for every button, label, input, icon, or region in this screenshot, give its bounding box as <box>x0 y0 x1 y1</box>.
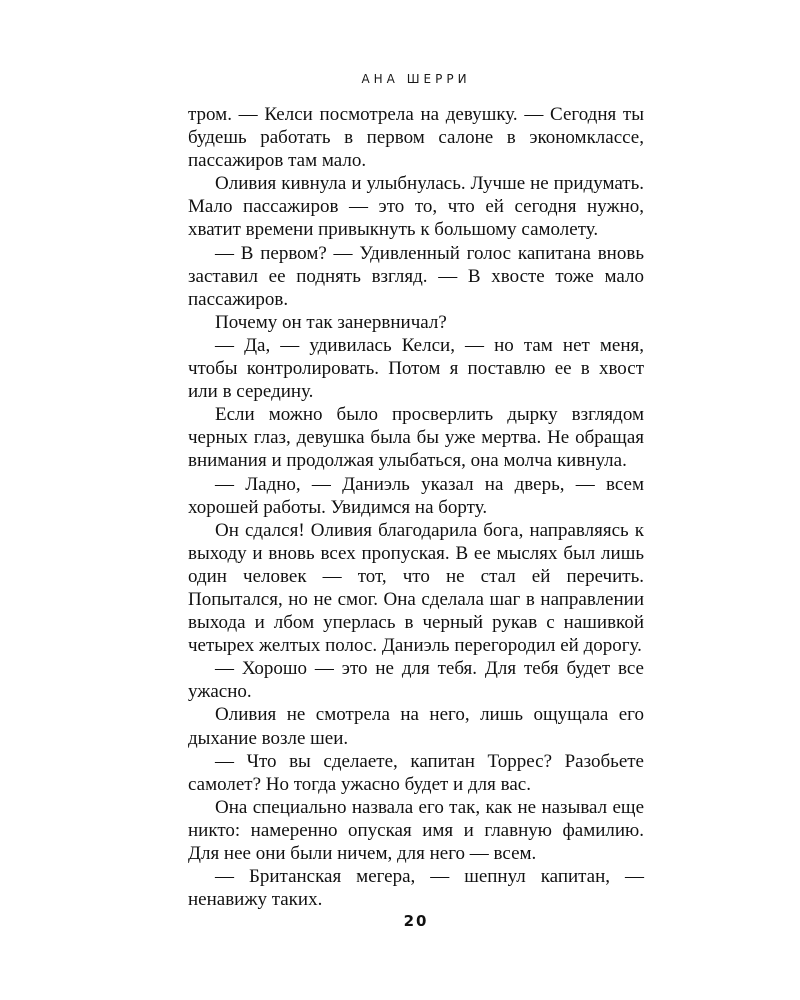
paragraph: Оливия кивнула и улыбнулась. Лучше не придумать. Мало пассажиров — это то, что ей сегодня нужно, хватит времени привыкнуть к большому самолету. <box>188 173 644 241</box>
paragraph: Если можно было просверлить дырку взглядом черных глаз, девушка была бы уже мертва. Не обращая внимания и продолжая улыбаться, она молча кивнула. <box>188 404 644 472</box>
paragraph: — Британская мегера, — шепнул капитан, — ненавижу таких. <box>188 866 644 911</box>
paragraph: Оливия не смотрела на него, лишь ощущала его дыхание возле шеи. <box>188 704 644 749</box>
paragraph: — Ладно, — Даниэль указал на дверь, — всем хорошей работы. Увидимся на борту. <box>188 473 644 518</box>
paragraph: тром. — Келси посмотрела на девушку. — Сегодня ты будешь работать в первом салоне в экономклассе, пассажиров там мало. <box>188 104 644 172</box>
paragraph: Он сдался! Оливия благодарила бога, направляясь к выходу и вновь всех пропуская. В ее мыслях был лишь один человек — тот, что не стал ей перечить. Попытался, но не смог. Она сделала шаг в направлении выхода и лбом уперлась в черный рукав с нашивкой четырех желтых полос. Даниэль перегородил ей дорогу. <box>188 519 644 657</box>
paragraph: — Что вы сделаете, капитан Торрес? Разобьете самолет? Но тогда ужасно будет и для вас. <box>188 750 644 795</box>
body-text <box>188 103 644 911</box>
paragraph: — Да, — удивилась Келси, — но там нет меня, чтобы контролировать. Потом я поставлю ее в хвост или в середину. <box>188 334 644 403</box>
page-number: 20 <box>403 912 429 930</box>
paragraph: — В первом? — Удивленный голос капитана вновь заставил ее поднять взгляд. — В хвосте тоже мало пассажиров. <box>188 242 644 310</box>
paragraph: Она специально назвала его так, как не называл еще никто: намеренно опуская имя и главную фамилию. Для нее они были ничем, для него — всем. <box>188 796 644 864</box>
paragraph: Почему он так занервничал? <box>215 311 447 333</box>
paragraph: — Хорошо — это не для тебя. Для тебя будет все ужасно. <box>188 658 644 703</box>
running-header-author: АНА ШЕРРИ <box>361 72 471 86</box>
